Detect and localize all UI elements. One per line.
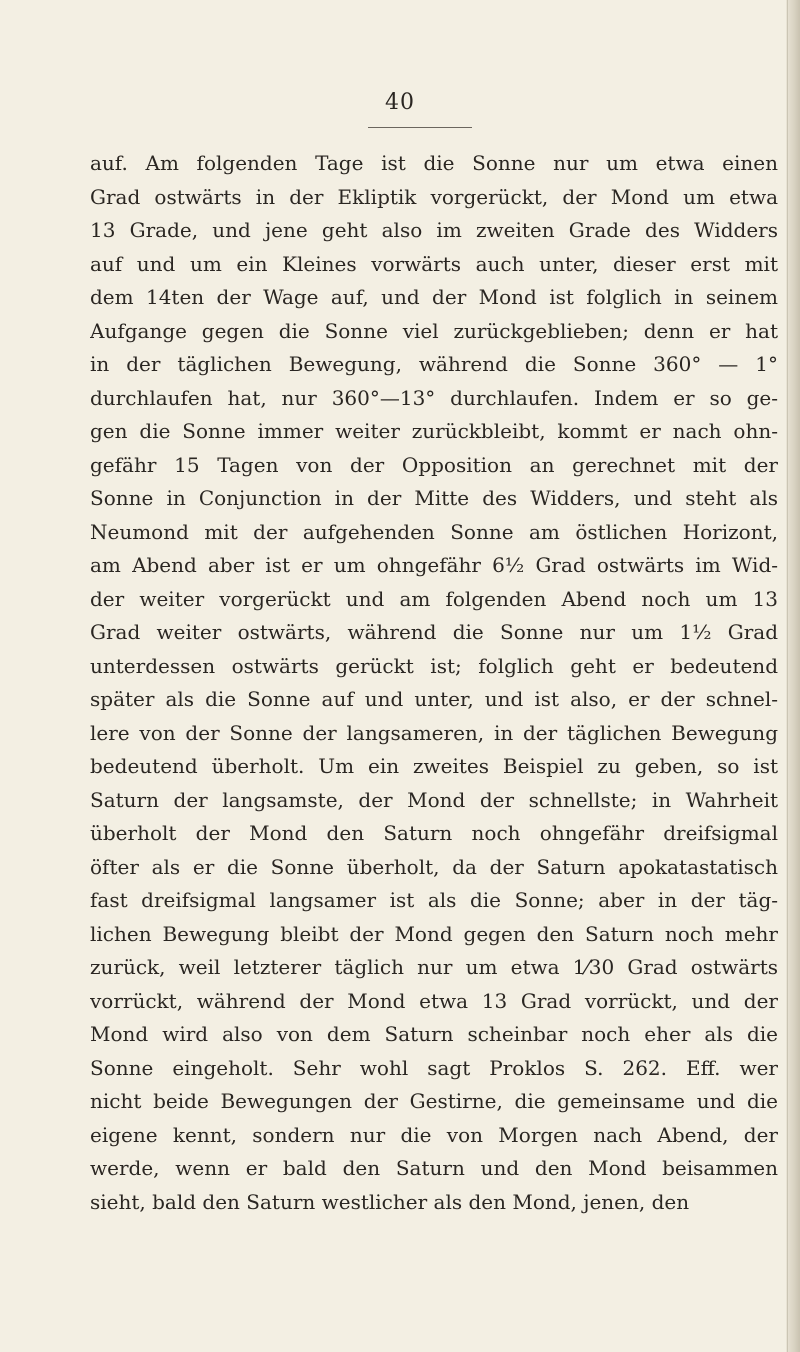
text-line: Sonne in Conjunction in der Mitte des Widders, und steht als (90, 486, 778, 510)
text-line: lichen Bewegung bleibt der Mond gegen den Saturn noch mehr (90, 921, 778, 946)
text-line: eigene kennt, sondern nur die von Morgen nach Abend, der (90, 1122, 778, 1147)
text-line: 13 Grade, und jene geht also im zweiten Grade des Widders (90, 218, 778, 242)
text-line: unterdessen ostwärts gerückt ist; folglich geht er bedeutend (90, 653, 778, 678)
text-line: öfter als er die Sonne überholt, da der Saturn apokatastatisch (90, 854, 778, 879)
text-line: bedeutend überholt. Um ein zweites Beispiel zu geben, so ist (90, 754, 778, 778)
text-line: Aufgange gegen die Sonne viel zurückgeblieben; denn er hat (90, 318, 778, 343)
text-line: in der täglichen Bewegung, während die Sonne 360° — 1° (90, 352, 778, 376)
text-line: Grad weiter ostwärts, während die Sonne nur um 1½ Grad (90, 620, 778, 644)
text-line: Sonne eingeholt. Sehr wohl sagt Proklos S. 262. Eff. wer (90, 1055, 778, 1080)
text-line: werde, wenn er bald den Saturn und den Mond beisammen (90, 1156, 778, 1180)
text-line: der weiter vorgerückt und am folgenden Abend noch um 13 (90, 586, 778, 611)
text-line: gen die Sonne immer weiter zurückbleibt, kommt er nach ohn- (90, 419, 778, 443)
text-line: auf. Am folgenden Tage ist die Sonne nur um etwa einen (90, 151, 778, 175)
text-line: durchlaufen hat, nur 360°—13° durchlaufen. Indem er so ge- (90, 385, 778, 410)
page-number: 40 (385, 90, 415, 115)
text-line: Mond wird also von dem Saturn scheinbar noch eher als die (90, 1022, 778, 1046)
text-line: überholt der Mond den Saturn noch ohngefähr dreifsigmal (90, 821, 778, 845)
text-line: lere von der Sonne der langsameren, in der täglichen Bewegung (90, 720, 778, 745)
text-line: vorrückt, während der Mond etwa 13 Grad vorrückt, und der (90, 988, 778, 1013)
text-line: Grad ostwärts in der Ekliptik vorgerückt, der Mond um etwa (90, 184, 778, 209)
body-text (90, 147, 778, 1219)
text-line: zurück, weil letzterer täglich nur um etwa 1⁄30 Grad ostwärts (90, 955, 778, 979)
text-line: am Abend aber ist er um ohngefähr 6½ Grad ostwärts im Wid- (90, 553, 778, 577)
text-line: nicht beide Bewegungen der Gestirne, die gemeinsame und die (90, 1089, 778, 1113)
text-line: gefähr 15 Tagen von der Opposition an gerechnet mit der (90, 452, 778, 477)
header-rule (368, 127, 472, 128)
page-edge-shadow (786, 0, 800, 1352)
text-line: später als die Sonne auf und unter, und ist also, er der schnel- (90, 687, 778, 711)
text-line: auf und um ein Kleines vorwärts auch unter, dieser erst mit (90, 251, 778, 276)
text-line: dem 14ten der Wage auf, und der Mond ist folglich in seinem (90, 285, 778, 309)
text-line: Neumond mit der aufgehenden Sonne am östlichen Horizont, (90, 519, 778, 544)
text-line: fast dreifsigmal langsamer ist als die Sonne; aber in der täg- (90, 888, 778, 912)
page-edge-line (787, 0, 788, 1352)
text-line: Saturn der langsamste, der Mond der schnellste; in Wahrheit (90, 787, 778, 812)
text-line: sieht, bald den Saturn westlicher als den Mond, jenen, den (90, 1189, 690, 1214)
